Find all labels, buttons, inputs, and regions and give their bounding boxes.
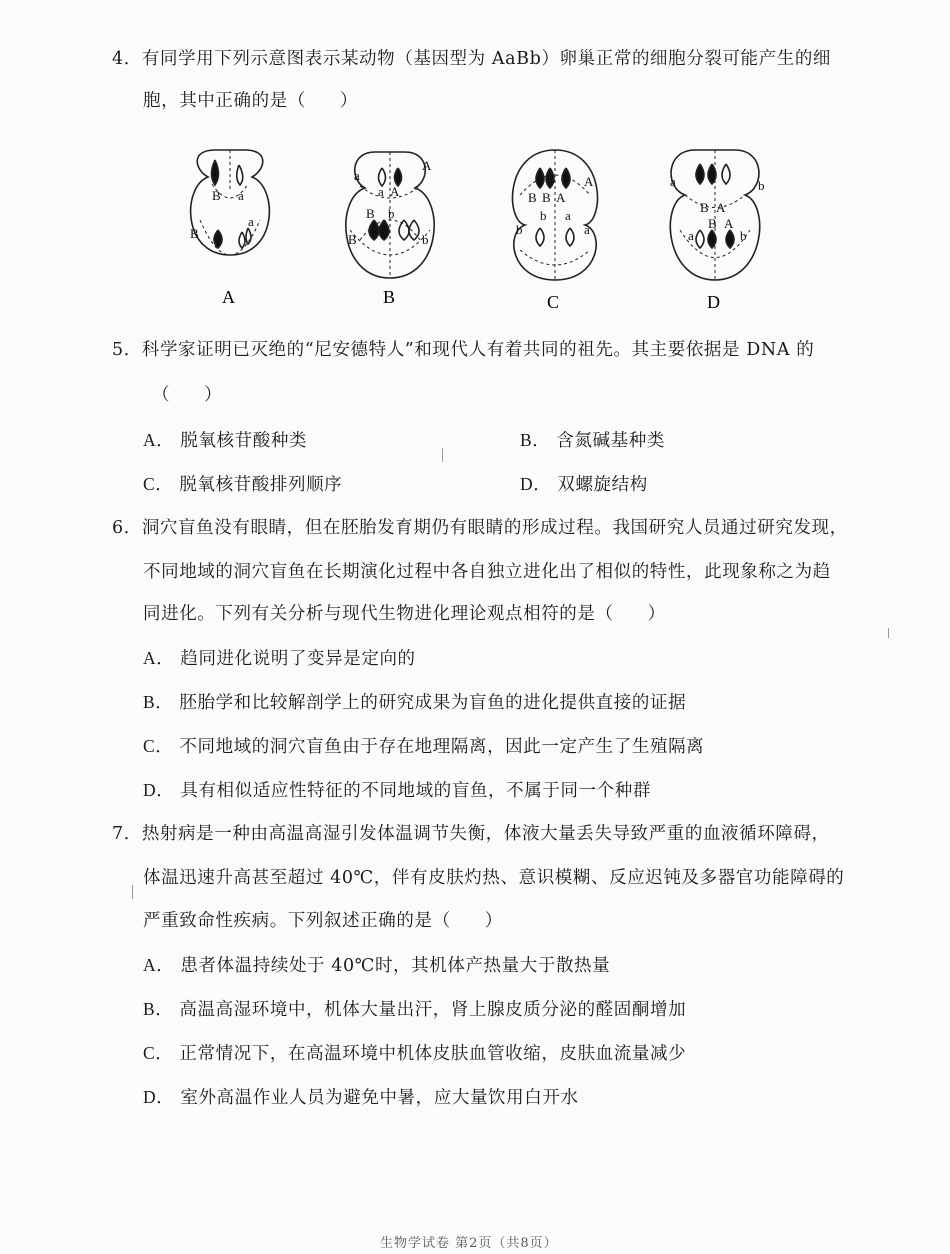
option-letter: A．: [143, 430, 175, 450]
q4-number: 4．: [112, 49, 142, 69]
cell-b-gene-b1: b: [388, 206, 395, 221]
cell-b-gene-B1: B: [366, 206, 375, 221]
option-text: 脱氧核苷酸排列顺序: [179, 475, 343, 495]
option-text: 含氮碱基种类: [556, 431, 665, 451]
q6-number: 6．: [112, 518, 142, 538]
cell-d-gene-A-mid: A: [716, 200, 726, 215]
q6-paren-close: ）: [647, 604, 666, 624]
cell-b-label: B: [383, 287, 396, 307]
cell-d-gene-b-top: b: [758, 178, 765, 193]
cell-division-figure: [160, 140, 780, 315]
option-letter: D．: [143, 1087, 175, 1107]
q5-option-a[interactable]: [143, 428, 307, 453]
q6-option-c[interactable]: [143, 734, 704, 759]
option-letter: B．: [143, 692, 174, 712]
q7-option-b[interactable]: [143, 997, 686, 1022]
cell-a-gene-a-top: a: [238, 188, 244, 203]
q4-stem-line1: [112, 47, 831, 71]
cell-d: [670, 150, 759, 280]
cell-d-gene-B-bottom: B: [708, 216, 717, 231]
q7-text-line1: 热射病是一种由高温高湿引发体温调节失衡，体液大量丢失导致严重的血液循环障碍，: [141, 824, 830, 844]
cell-a-label: A: [222, 287, 235, 307]
option-text: 趋同进化说明了变异是定向的: [180, 649, 416, 669]
cell-c-gene-a2: a: [584, 222, 590, 237]
q7-text-line2: 体温迅速升高甚至超过 40℃，伴有皮肤灼热、意识模糊、反应迟钝及多器官功能障碍的: [143, 868, 845, 888]
q5-paren-close: ）: [204, 385, 223, 405]
q7-stem-line3: [143, 909, 503, 933]
q6-stem-line2: [143, 560, 831, 584]
option-letter: C．: [143, 474, 174, 494]
option-letter: C．: [143, 1043, 174, 1063]
q7-stem-line1: [112, 822, 830, 846]
cell-c-gene-b2: b: [516, 222, 523, 237]
option-text: 室外高温作业人员为避免中暑，应大量饮用白开水: [180, 1088, 579, 1108]
page-footer: 生物学试卷 第2页（共8页）: [380, 1236, 558, 1251]
option-text: 患者体温持续处于 40℃时，其机体产热量大于散热量: [180, 956, 611, 976]
cell-b-gene-A2: A: [422, 158, 432, 173]
q5-option-d[interactable]: [520, 472, 648, 497]
cell-c-gene-A2: A: [584, 174, 594, 189]
q5-text-line1: 科学家证明已灭绝的“尼安德特人”和现代人有着共同的祖先。其主要依据是 DNA 的: [141, 340, 815, 360]
q7-text-line3: 严重致命性疾病。下列叙述正确的是（: [143, 911, 451, 931]
cell-c-gene-a1: a: [565, 208, 571, 223]
cell-a-gene-a-bottom: a: [248, 214, 254, 229]
cell-c-gene-b1: b: [540, 208, 547, 223]
cell-c-gene-A1: A: [556, 190, 566, 205]
q4-paren-close: ）: [339, 91, 359, 111]
q7-paren-close: ）: [484, 911, 503, 931]
cell-c: [513, 150, 598, 280]
q6-stem-line1: [112, 516, 848, 540]
option-text: 高温高湿环境中，机体大量出汗，肾上腺皮质分泌的醛固酮增加: [179, 1000, 687, 1020]
q4-stem-line2: [143, 89, 358, 113]
option-text: 具有相似适应性特征的不同地域的盲鱼，不属于同一个种群: [180, 781, 651, 801]
option-text: 胚胎学和比较解剖学上的研究成果为盲鱼的进化提供直接的证据: [179, 693, 687, 713]
q6-option-b[interactable]: [143, 690, 686, 715]
q7-option-c[interactable]: [143, 1041, 686, 1066]
q6-text-line3: 同进化。下列有关分析与现代生物进化理论观点相符的是（: [143, 604, 614, 624]
cell-b-gene-A1: A: [390, 184, 400, 199]
q6-text-line2: 不同地域的洞穴盲鱼在长期演化过程中各自独立进化出了相似的特性，此现象称之为趋: [143, 562, 831, 582]
option-text: 脱氧核苷酸种类: [180, 431, 308, 451]
q6-option-d[interactable]: [143, 778, 651, 803]
cell-b-gene-a2: a: [378, 184, 384, 199]
scan-mark: [442, 448, 443, 462]
q5-stem-line2: [152, 383, 222, 407]
cell-c-gene-B1: B: [528, 190, 537, 205]
q7-number: 7．: [112, 824, 142, 844]
q6-option-a[interactable]: [143, 646, 416, 671]
cell-d-label: D: [707, 292, 720, 312]
option-letter: B．: [520, 430, 551, 450]
cell-d-gene-A-bottom: A: [724, 216, 734, 231]
scan-mark: [888, 628, 889, 638]
q6-text-line1: 洞穴盲鱼没有眼睛，但在胚胎发育期仍有眼睛的形成过程。我国研究人员通过研究发现，: [141, 518, 848, 538]
q5-number: 5．: [112, 340, 142, 360]
option-text: 双螺旋结构: [557, 475, 648, 495]
q7-option-d[interactable]: [143, 1085, 579, 1110]
cell-d-gene-a-bottom: a: [688, 228, 694, 243]
q7-option-a[interactable]: [143, 953, 610, 978]
option-letter: D．: [520, 474, 552, 494]
cell-a-gene-B-bottom: B: [190, 226, 199, 241]
q7-stem-line2: [143, 866, 844, 890]
q5-option-b[interactable]: [520, 428, 665, 453]
q5-paren-open: （: [152, 385, 171, 405]
cell-d-gene-B-mid: B: [700, 200, 709, 215]
q6-stem-line3: [143, 602, 666, 626]
option-letter: D．: [143, 780, 175, 800]
option-letter: C．: [143, 736, 174, 756]
cell-b-gene-b2: b: [422, 232, 429, 247]
cell-b-gene-a1: a: [354, 168, 360, 183]
cell-d-gene-a-top: a: [670, 174, 676, 189]
q5-option-c[interactable]: [143, 472, 342, 497]
cell-a: [191, 150, 270, 255]
cell-c-label: C: [547, 292, 560, 312]
cell-d-gene-b-bottom: b: [740, 228, 747, 243]
cell-c-gene-B2: B: [542, 190, 551, 205]
cell-a-gene-B-top: B: [212, 188, 221, 203]
option-letter: B．: [143, 999, 174, 1019]
scan-mark: [132, 885, 133, 899]
q5-stem-line1: [112, 338, 814, 362]
option-text: 不同地域的洞穴盲鱼由于存在地理隔离，因此一定产生了生殖隔离: [179, 737, 705, 757]
cell-b-gene-B2: B: [348, 232, 357, 247]
option-text: 正常情况下，在高温环境中机体皮肤血管收缩，皮肤血流量减少: [179, 1044, 687, 1064]
option-letter: A．: [143, 955, 175, 975]
q4-text-line2: 胞，其中正确的是（: [143, 91, 306, 111]
option-letter: A．: [143, 648, 175, 668]
q4-text-line1: 有同学用下列示意图表示某动物（基因型为 AaBb）卵巢正常的细胞分裂可能产生的细: [141, 49, 832, 69]
